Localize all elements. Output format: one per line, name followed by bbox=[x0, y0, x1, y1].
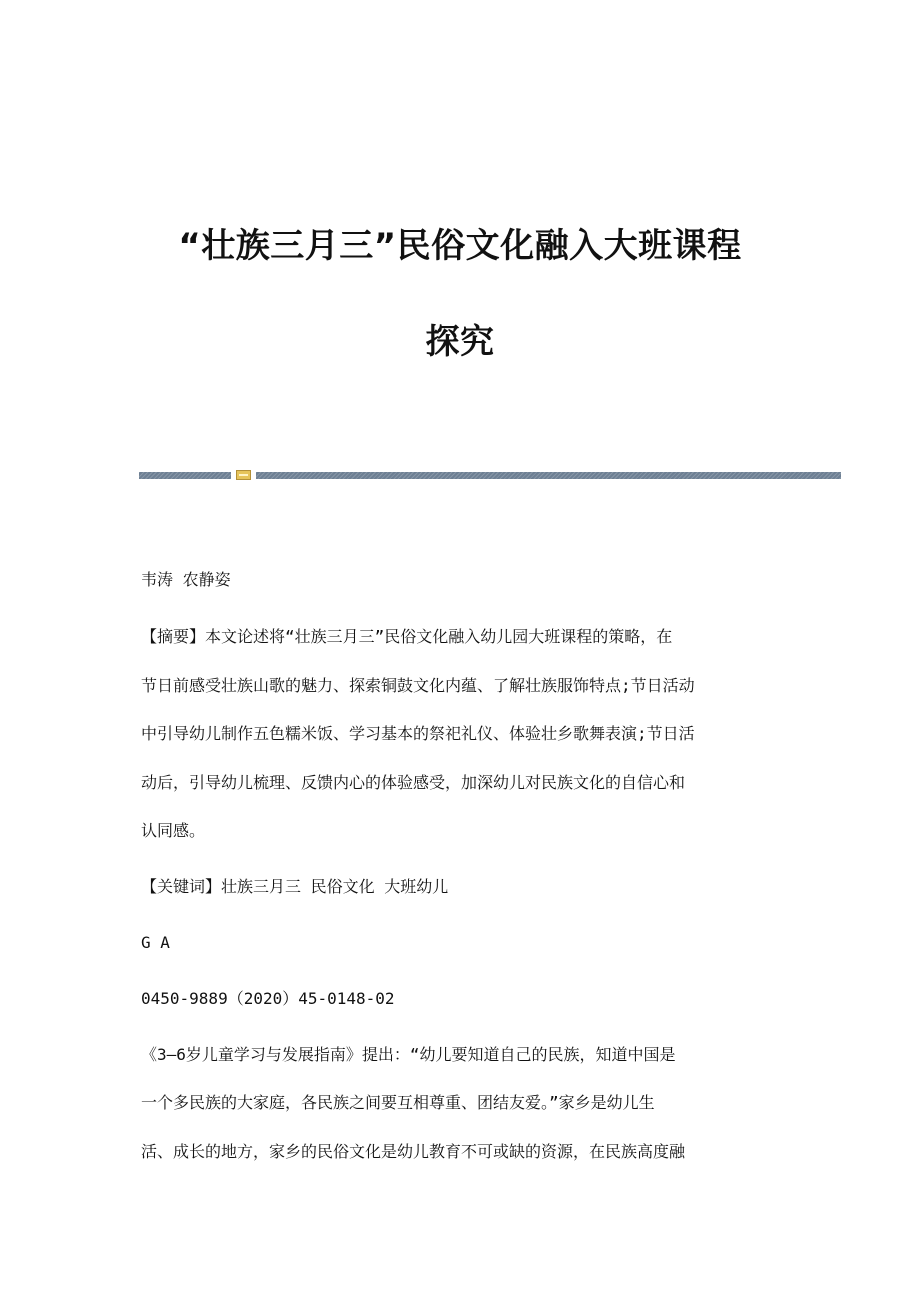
authors: 韦涛 农静姿 bbox=[141, 570, 231, 589]
abstract-line: 动后，引导幼儿梳理、反馈内心的体验感受，加深幼儿对民族文化的自信心和 bbox=[141, 773, 686, 792]
body-line: 活、成长的地方，家乡的民俗文化是幼儿教育不可或缺的资源，在民族高度融 bbox=[141, 1142, 686, 1161]
document-title-line-1: “壮族三月三”民俗文化融入大班课程 bbox=[178, 226, 742, 266]
abstract-line: 认同感。 bbox=[141, 821, 206, 840]
divider-bar-left bbox=[139, 472, 231, 479]
keywords: 【关键词】壮族三月三 民俗文化 大班幼儿 bbox=[141, 877, 449, 896]
document-title-line-2: 探究 bbox=[425, 322, 495, 362]
classification-code: G A bbox=[141, 933, 170, 952]
divider-badge-icon bbox=[236, 470, 251, 480]
abstract-line: 节日前感受壮族山歌的魅力、探索铜鼓文化内蕴、了解壮族服饰特点;节日活动 bbox=[141, 676, 695, 695]
divider-bar-right bbox=[256, 472, 841, 479]
body-line: 一个多民族的大家庭，各民族之间要互相尊重、团结友爱。”家乡是幼儿生 bbox=[141, 1093, 655, 1112]
body-line: 《3—6岁儿童学习与发展指南》提出：“幼儿要知道自己的民族，知道中国是 bbox=[141, 1045, 676, 1064]
title-divider bbox=[139, 470, 841, 480]
abstract-line: 【摘要】本文论述将“壮族三月三”民俗文化融入幼儿园大班课程的策略，在 bbox=[141, 627, 673, 646]
document-number: 0450-9889（2020）45-0148-02 bbox=[141, 989, 395, 1008]
abstract-line: 中引导幼儿制作五色糯米饭、学习基本的祭祀礼仪、体验壮乡歌舞表演;节日活 bbox=[141, 724, 695, 743]
